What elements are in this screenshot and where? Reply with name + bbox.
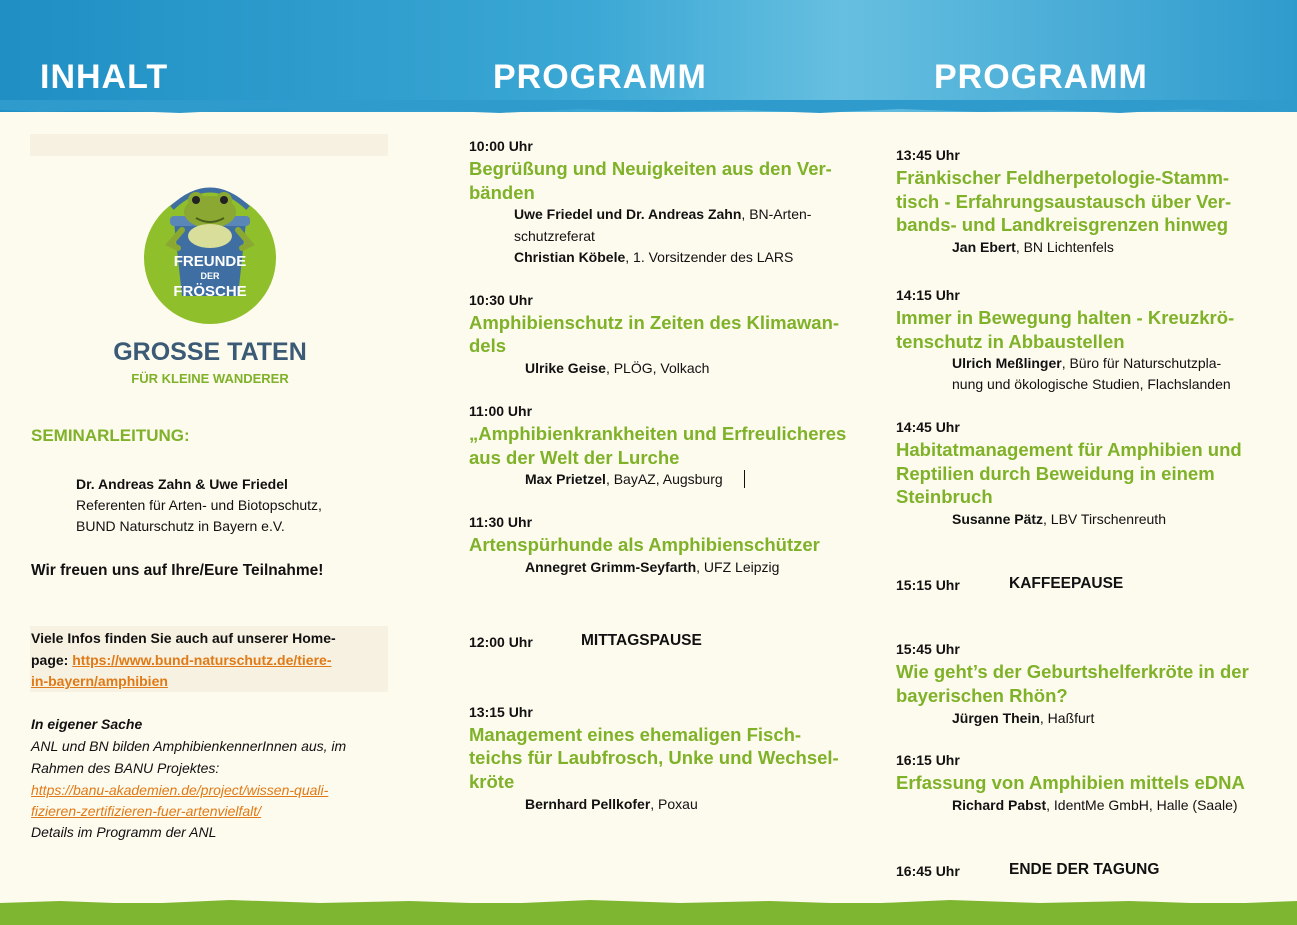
speaker-affiliation: , BN Lichtenfels bbox=[1015, 239, 1114, 255]
infos-line-2 bbox=[31, 650, 332, 672]
session-title: Erfassung von Amphibien mittels eDNA bbox=[896, 772, 1245, 793]
speaker-affiliation-cont: nung und ökologische Studien, Flachslanden bbox=[952, 376, 1231, 392]
speaker-name: Bernhard Pellkofer bbox=[525, 796, 651, 812]
session-time: 10:30 Uhr bbox=[469, 292, 533, 308]
speaker-affiliation: , 1. Vorsitzender des LARS bbox=[625, 249, 794, 265]
session-title: Steinbruch bbox=[896, 486, 993, 507]
session-title: bänden bbox=[469, 182, 535, 203]
session-time: 12:00 Uhr bbox=[469, 634, 533, 650]
text-cursor bbox=[744, 470, 745, 488]
session-speaker bbox=[525, 358, 709, 380]
shaded-strip bbox=[30, 134, 388, 156]
seminar-role-2: BUND Naturschutz in Bayern e.V. bbox=[76, 518, 285, 534]
session-speaker bbox=[525, 469, 723, 491]
session-time: 15:15 Uhr bbox=[896, 577, 960, 593]
own-line-2: Rahmen des BANU Projektes: bbox=[31, 760, 220, 776]
speaker-affiliation: , Büro für Naturschutzpla- bbox=[1061, 355, 1222, 371]
session-time: 11:00 Uhr bbox=[469, 403, 533, 419]
infos-line-3 bbox=[31, 671, 168, 693]
session-time: 15:45 Uhr bbox=[896, 641, 960, 657]
speaker-affiliation: , LBV Tirschenreuth bbox=[1043, 511, 1166, 527]
logo-text-der: DER bbox=[200, 271, 220, 281]
session-speaker bbox=[952, 353, 1221, 375]
header-band-torn-edge bbox=[0, 100, 1297, 118]
session-title: kröte bbox=[469, 771, 515, 792]
session-title: tenschutz in Abbaustellen bbox=[896, 331, 1125, 352]
session-title: tisch - Erfahrungsaustausch über Ver- bbox=[896, 191, 1232, 212]
speaker-name: Susanne Pätz bbox=[952, 511, 1044, 527]
speaker-affiliation: , BayAZ, Augsburg bbox=[605, 471, 723, 487]
heading-programm-1: PROGRAMM bbox=[493, 58, 707, 96]
session-title: Artenspürhunde als Amphibienschützer bbox=[469, 534, 820, 555]
session-speaker bbox=[952, 237, 1114, 259]
session-title: aus der Welt der Lurche bbox=[469, 447, 680, 468]
session-title: bands- und Landkreisgrenzen hinweg bbox=[896, 214, 1229, 235]
session-speaker bbox=[514, 247, 793, 269]
speaker-name: Jan Ebert bbox=[952, 239, 1016, 255]
banu-link-2[interactable]: fizieren-zertifizieren-fuer-artenvielfalt/ bbox=[31, 803, 262, 819]
speaker-affiliation-cont: schutzreferat bbox=[514, 228, 595, 244]
logo-text-froesche: FRÖSCHE bbox=[173, 283, 247, 300]
speaker-affiliation: , UFZ Leipzig bbox=[696, 559, 780, 575]
session-time: 10:00 Uhr bbox=[469, 138, 533, 154]
session-title: Amphibienschutz in Zeiten des Klimawan- bbox=[469, 312, 840, 333]
infos-line-1: Viele Infos finden Sie auch auf unserer Home- bbox=[31, 630, 336, 646]
session-speaker bbox=[952, 708, 1094, 730]
speaker-affiliation: , IdentMe GmbH, Halle (Saale) bbox=[1046, 797, 1238, 813]
speaker-name: Richard Pabst bbox=[952, 797, 1047, 813]
session-time: 14:45 Uhr bbox=[896, 419, 960, 435]
footer-band bbox=[0, 903, 1297, 925]
speaker-name: Uwe Friedel und Dr. Andreas Zahn bbox=[514, 206, 742, 222]
pause-label: ENDE DER TAGUNG bbox=[1009, 861, 1160, 878]
session-title: Begrüßung und Neuigkeiten aus den Ver- bbox=[469, 158, 832, 179]
bn-homepage-link-2[interactable]: in-bayern/amphibien bbox=[31, 673, 168, 689]
logo-text-freunde: FREUNDE bbox=[173, 253, 247, 270]
session-speaker bbox=[525, 794, 698, 816]
session-title: Wie geht’s der Geburtshelferkröte in der bbox=[896, 661, 1249, 682]
speaker-name: Ulrike Geise bbox=[525, 360, 606, 376]
speaker-name: Ulrich Meßlinger bbox=[952, 355, 1062, 371]
seminar-role-1: Referenten für Arten- und Biotopschutz, bbox=[76, 497, 322, 513]
speaker-affiliation: , BN-Arten- bbox=[741, 206, 812, 222]
own-line-1: ANL und BN bilden AmphibienkennerInnen aus, im bbox=[31, 738, 347, 754]
session-title: „Amphibienkrankheiten und Erfreulicheres bbox=[469, 423, 847, 444]
logo-slogan-1: GROSSE TATEN bbox=[113, 338, 307, 366]
speaker-name: Christian Köbele bbox=[514, 249, 626, 265]
session-title: Management eines ehemaligen Fisch- bbox=[469, 724, 802, 745]
speaker-name: Max Prietzel bbox=[525, 471, 606, 487]
session-time: 13:45 Uhr bbox=[896, 147, 960, 163]
infos-page-label: page: bbox=[31, 652, 73, 668]
session-speaker bbox=[952, 509, 1166, 531]
logo-slogan-2: FÜR KLEINE WANDERER bbox=[131, 371, 289, 386]
own-line-3: Details im Programm der ANL bbox=[31, 824, 217, 840]
heading-programm-2: PROGRAMM bbox=[934, 58, 1148, 96]
pause-label: MITTAGSPAUSE bbox=[581, 632, 702, 649]
session-title: Fränkischer Feldherpetologie-Stamm- bbox=[896, 167, 1230, 188]
bn-homepage-link-1[interactable]: https://www.bund-naturschutz.de/tiere- bbox=[72, 652, 332, 668]
speaker-affiliation: , PLÖG, Volkach bbox=[605, 360, 710, 376]
session-title: Reptilien durch Beweidung in einem bbox=[896, 463, 1215, 484]
session-time: 14:15 Uhr bbox=[896, 287, 960, 303]
speaker-name: Jürgen Thein bbox=[952, 710, 1040, 726]
welcome-text: Wir freuen uns auf Ihre/Eure Teilnahme! bbox=[31, 562, 324, 579]
banu-link-1[interactable]: https://banu-akademien.de/project/wissen-quali- bbox=[31, 782, 329, 798]
pause-label: KAFFEEPAUSE bbox=[1009, 575, 1124, 592]
session-time: 11:30 Uhr bbox=[469, 514, 533, 530]
session-title: dels bbox=[469, 335, 507, 356]
speaker-affiliation: , Poxau bbox=[650, 796, 698, 812]
session-speaker bbox=[952, 795, 1238, 817]
speaker-affiliation: , Haßfurt bbox=[1039, 710, 1095, 726]
session-speaker bbox=[514, 204, 811, 226]
seminar-names: Dr. Andreas Zahn & Uwe Friedel bbox=[76, 476, 288, 492]
speaker-name: Annegret Grimm-Seyfarth bbox=[525, 559, 697, 575]
frog-logo bbox=[113, 178, 307, 390]
seminar-heading: SEMINARLEITUNG: bbox=[31, 426, 190, 445]
session-title: bayerischen Rhön? bbox=[896, 685, 1068, 706]
session-time: 16:45 Uhr bbox=[896, 863, 960, 879]
session-title: Habitatmanagement für Amphibien und bbox=[896, 439, 1242, 460]
own-title: In eigener Sache bbox=[31, 716, 143, 732]
session-time: 13:15 Uhr bbox=[469, 704, 533, 720]
session-speaker bbox=[525, 557, 779, 579]
session-time: 16:15 Uhr bbox=[896, 752, 960, 768]
session-title: Immer in Bewegung halten - Kreuzkrö- bbox=[896, 307, 1235, 328]
heading-inhalt: INHALT bbox=[40, 58, 169, 96]
session-title: teichs für Laubfrosch, Unke und Wechsel- bbox=[469, 747, 839, 768]
